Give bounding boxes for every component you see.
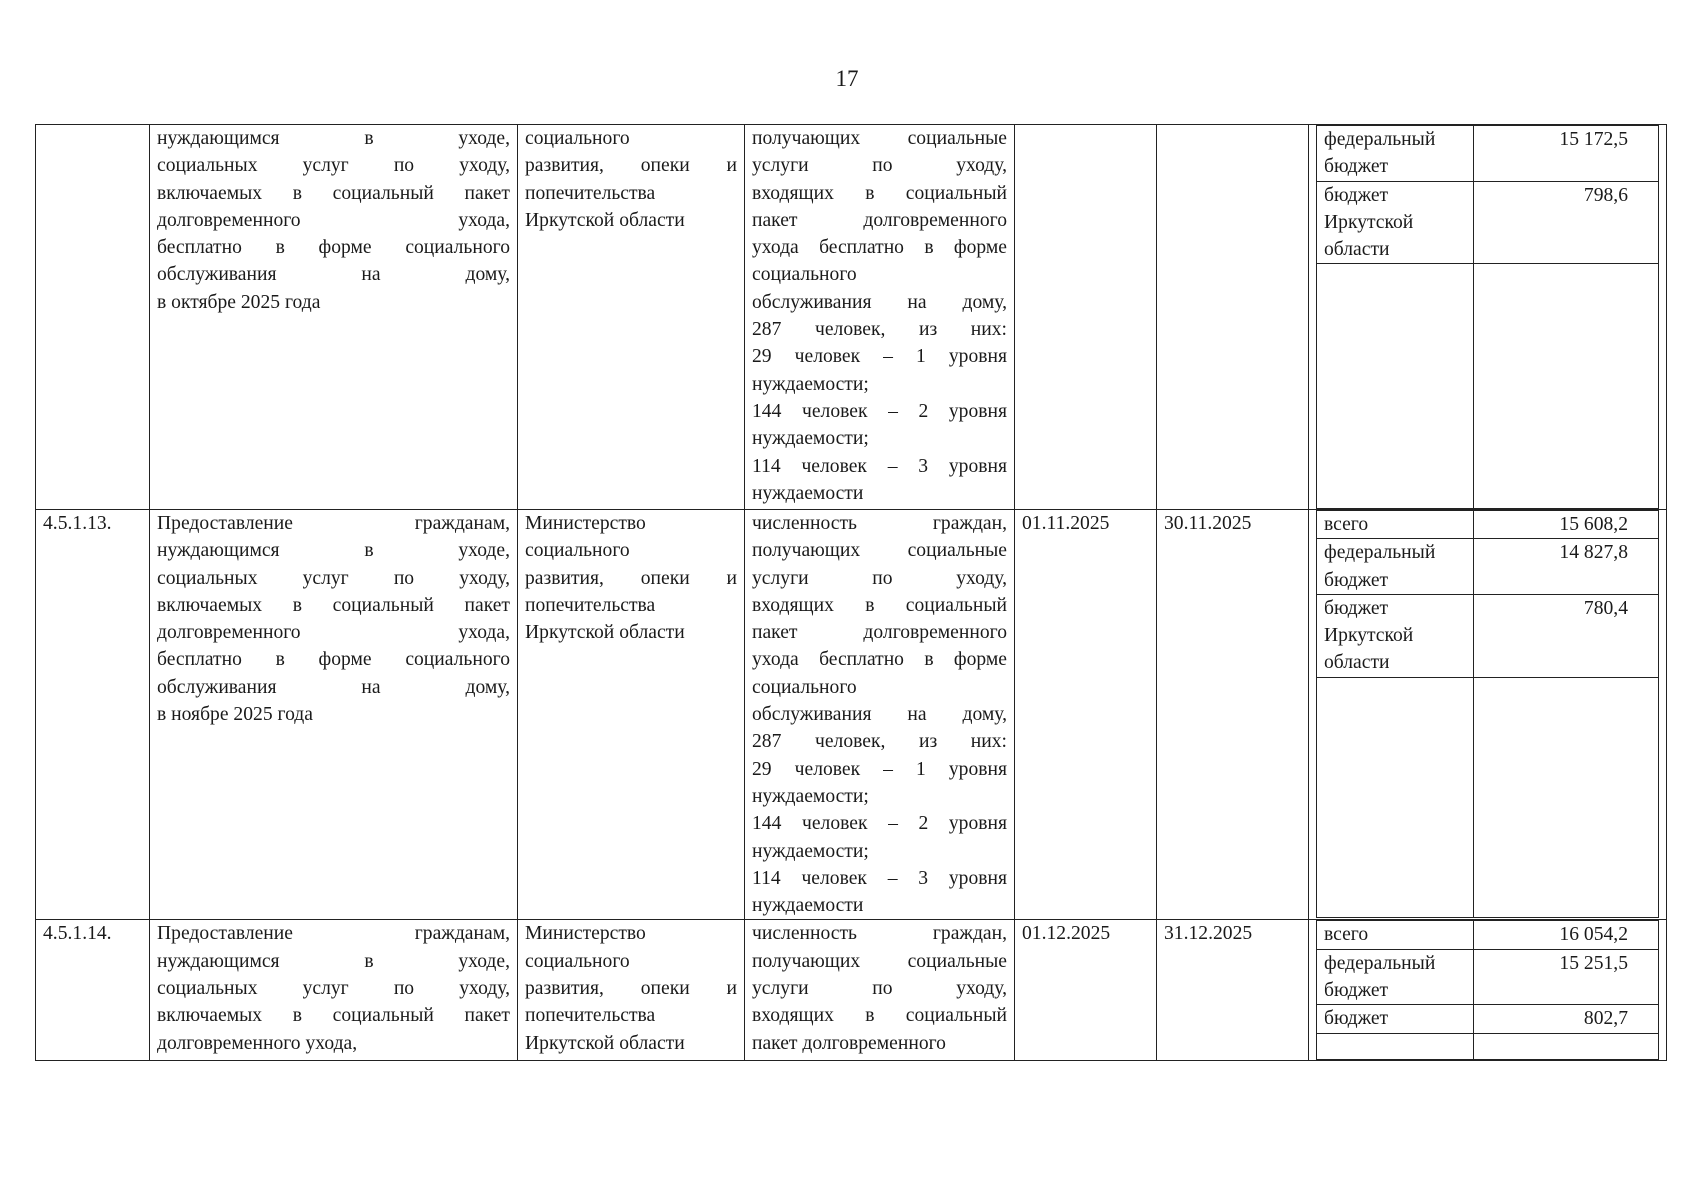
indicator-line: пакет долговременного [752, 1032, 946, 1054]
indicator-line: входящих в социальный [752, 1005, 1007, 1027]
measure-description-line: в ноябре 2025 года [157, 704, 313, 726]
executor [518, 510, 745, 920]
measure-description-line: включаемых в социальный пакет [157, 1005, 510, 1027]
end-date: 30.11.2025 [1157, 510, 1309, 920]
measures-table [35, 124, 1667, 1061]
funding-amount: 16 054,2 [1474, 921, 1659, 949]
indicator-line: получающих социальные [752, 950, 1007, 972]
indicator-line: обслуживания на дому, [752, 704, 1007, 726]
indicator-line: пакет долговременного [752, 622, 1007, 644]
start-date [1015, 125, 1157, 510]
funding-table [1316, 920, 1659, 1060]
start-date: 01.11.2025 [1015, 510, 1157, 920]
indicator-line: 144 человек – 2 уровня [752, 813, 1007, 835]
end-date: 31.12.2025 [1157, 920, 1309, 1061]
row-number: 4.5.1.13. [36, 510, 150, 920]
indicator-line: 114 человек – 3 уровня [752, 867, 1007, 889]
funding-amount: 780,4 [1474, 594, 1659, 677]
funding-filler [1317, 264, 1659, 509]
measure-description-line: социальных услуг по уходу, [157, 978, 510, 1000]
funding-row [1317, 921, 1659, 949]
indicator [745, 510, 1015, 920]
funding-source: федеральный бюджет [1317, 539, 1474, 595]
indicator-line: обслуживания на дому, [752, 291, 1007, 313]
funding-filler-label [1317, 677, 1474, 917]
funding-amount: 15 608,2 [1474, 511, 1659, 539]
executor-line: Иркутской области [525, 1032, 685, 1054]
end-date [1157, 125, 1309, 510]
funding-source: бюджет Иркутской области [1317, 594, 1474, 677]
funding-amount: 798,6 [1474, 181, 1659, 264]
funding-row [1317, 539, 1659, 595]
indicator-line: пакет долговременного [752, 209, 1007, 231]
measure-description [150, 510, 518, 920]
executor-line: социального [525, 128, 630, 149]
funding-row [1317, 181, 1659, 264]
funding-filler-label [1317, 264, 1474, 509]
table-row [36, 125, 1667, 510]
measure-description-line: включаемых в социальный пакет [157, 182, 510, 204]
executor-line: Иркутской области [525, 622, 685, 644]
indicator-line: входящих в социальный [752, 182, 1007, 204]
executor-line: социального [525, 540, 630, 562]
measure-description-line: Предоставление гражданам, [157, 513, 510, 534]
executor-line: попечительства [525, 182, 656, 204]
indicator-line: 287 человек, из них: [752, 319, 1007, 341]
funding-filler-value [1474, 264, 1659, 509]
measure-description-line: Предоставление гражданам, [157, 923, 510, 945]
indicator-line: нуждаемости; [752, 373, 869, 395]
funding-amount: 15 172,5 [1474, 126, 1659, 182]
funding-amount: 15 251,5 [1474, 949, 1659, 1005]
funding-cell [1309, 920, 1667, 1061]
funding-row [1317, 949, 1659, 1005]
executor-line: развития, опеки и [525, 567, 737, 589]
indicator [745, 920, 1015, 1061]
funding-source: бюджет [1317, 1005, 1474, 1033]
funding-amount: 14 827,8 [1474, 539, 1659, 595]
measure-description-line: долговременного ухода, [157, 209, 510, 231]
measure-description-line: включаемых в социальный пакет [157, 594, 510, 616]
measure-description-line: бесплатно в форме социального [157, 237, 510, 259]
indicator-line: получающих социальные [752, 128, 1007, 149]
executor [518, 125, 745, 510]
indicator-line: 29 человек – 1 уровня [752, 758, 1007, 780]
indicator-line: нуждаемости [752, 482, 864, 504]
executor-line: Министерство [525, 513, 646, 534]
page-number: 17 [835, 66, 859, 91]
funding-row [1317, 1005, 1659, 1033]
indicator-line: входящих в социальный [752, 594, 1007, 616]
funding-source: федеральный бюджет [1317, 949, 1474, 1005]
measure-description-line: долговременного ухода, [157, 1032, 358, 1054]
indicator-line: услуги по уходу, [752, 978, 1007, 1000]
indicator-line: ухода бесплатно в форме [752, 237, 1007, 259]
indicator-line: социального [752, 676, 857, 698]
measure-description-line: обслуживания на дому, [157, 676, 510, 698]
funding-filler [1317, 677, 1659, 917]
funding-amount: 802,7 [1474, 1005, 1659, 1033]
measure-description-line: нуждающимся в уходе, [157, 540, 510, 562]
funding-source: всего [1317, 511, 1474, 539]
indicator [745, 125, 1015, 510]
row-number [36, 125, 150, 510]
funding-row [1317, 511, 1659, 539]
indicator-line: нуждаемости [752, 895, 864, 917]
funding-cell [1309, 125, 1667, 510]
executor-line: попечительства [525, 594, 656, 616]
executor-line: развития, опеки и [525, 978, 737, 1000]
indicator-line: нуждаемости; [752, 785, 869, 807]
measure-description-line: долговременного ухода, [157, 622, 510, 644]
funding-filler [1317, 1033, 1659, 1060]
measure-description-line: в октябре 2025 года [157, 291, 321, 313]
measure-description [150, 125, 518, 510]
funding-row [1317, 594, 1659, 677]
measure-description-line: социальных услуг по уходу, [157, 155, 510, 177]
indicator-line: нуждаемости; [752, 840, 869, 862]
funding-filler-label [1317, 1033, 1474, 1060]
row-number: 4.5.1.14. [36, 920, 150, 1061]
executor [518, 920, 745, 1061]
funding-filler-value [1474, 1033, 1659, 1060]
indicator-line: ухода бесплатно в форме [752, 649, 1007, 671]
measure-description-line: нуждающимся в уходе, [157, 128, 510, 149]
measure-description-line: обслуживания на дому, [157, 264, 510, 286]
indicator-line: нуждаемости; [752, 428, 869, 450]
funding-source: федеральный бюджет [1317, 126, 1474, 182]
funding-row [1317, 126, 1659, 182]
indicator-line: услуги по уходу, [752, 567, 1007, 589]
measure-description [150, 920, 518, 1061]
indicator-line: 29 человек – 1 уровня [752, 346, 1007, 368]
indicator-line: 144 человек – 2 уровня [752, 400, 1007, 422]
measure-description-line: нуждающимся в уходе, [157, 950, 510, 972]
indicator-line: социального [752, 264, 857, 286]
start-date: 01.12.2025 [1015, 920, 1157, 1061]
executor-line: социального [525, 950, 630, 972]
funding-table [1316, 510, 1659, 918]
indicator-line: 114 человек – 3 уровня [752, 455, 1007, 477]
executor-line: развития, опеки и [525, 155, 737, 177]
indicator-line: получающих социальные [752, 540, 1007, 562]
table-row [36, 510, 1667, 920]
funding-source: всего [1317, 921, 1474, 949]
indicator-line: численность граждан, [752, 513, 1007, 534]
funding-cell [1309, 510, 1667, 920]
executor-line: Иркутской области [525, 209, 685, 231]
executor-line: Министерство [525, 923, 646, 945]
measure-description-line: социальных услуг по уходу, [157, 567, 510, 589]
measure-description-line: бесплатно в форме социального [157, 649, 510, 671]
funding-table [1316, 125, 1659, 509]
indicator-line: 287 человек, из них: [752, 731, 1007, 753]
indicator-line: услуги по уходу, [752, 155, 1007, 177]
table-row [36, 920, 1667, 1061]
funding-source: бюджет Иркутской области [1317, 181, 1474, 264]
executor-line: попечительства [525, 1005, 656, 1027]
indicator-line: численность граждан, [752, 923, 1007, 945]
funding-filler-value [1474, 677, 1659, 917]
